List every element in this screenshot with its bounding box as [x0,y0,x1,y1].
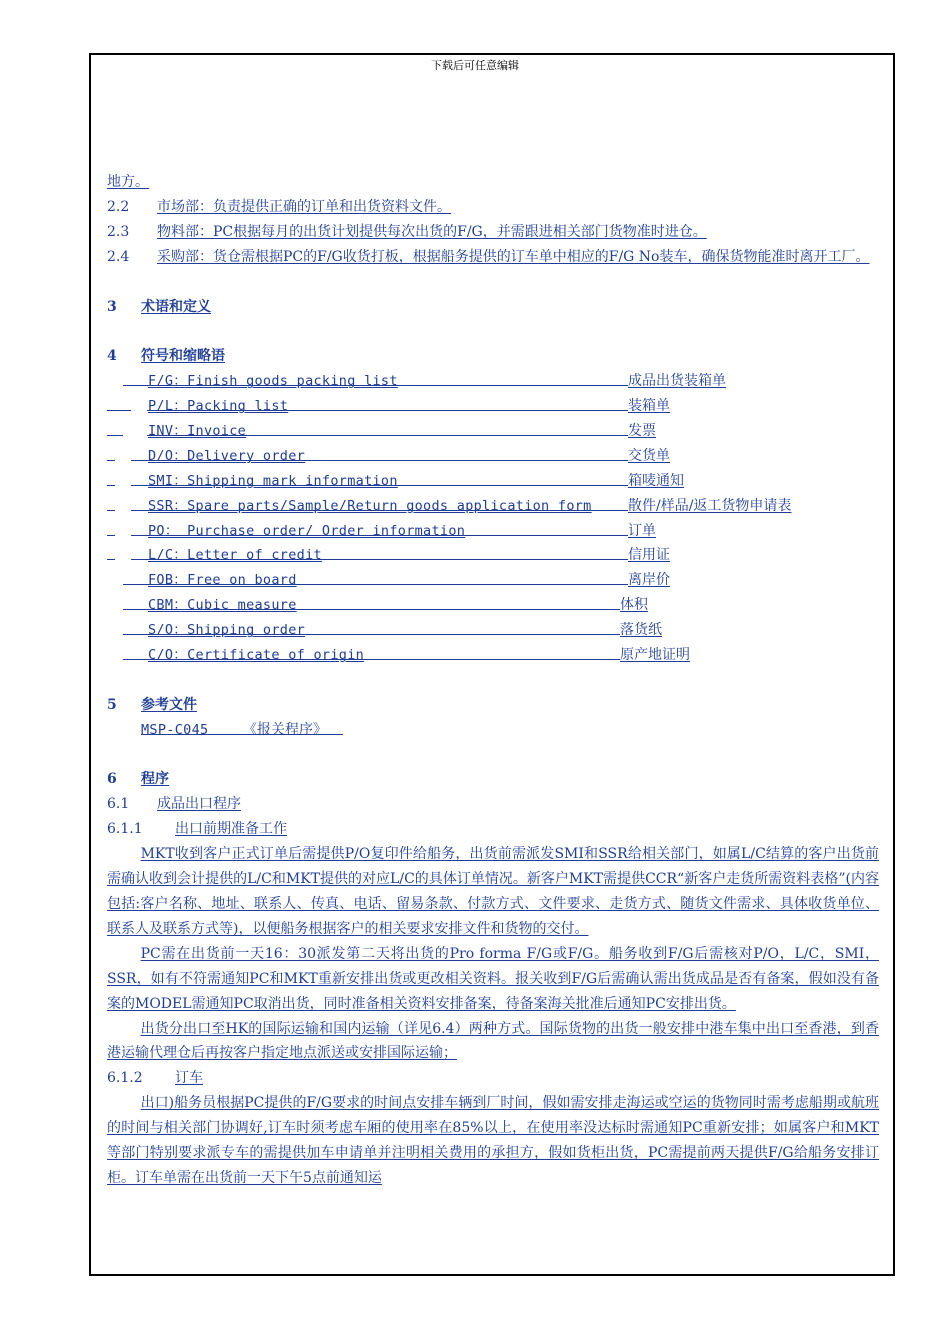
abbreviation-term: FOB：Free on board [148,572,297,589]
abbreviation-row [107,394,879,419]
abbreviation-term: S/O：Shipping order [148,622,306,639]
abbreviation-meaning: 信用证 [628,547,670,564]
abbreviation-meaning: 体积 [620,597,648,614]
abbreviation-term: PO： Purchase order/ Order information [148,522,466,539]
abbreviation-meaning: 装箱单 [628,398,670,415]
section-5-heading [107,693,879,718]
section-2-4 [107,245,879,270]
abbreviation-row [107,593,879,618]
abbreviation-meaning: 离岸价 [628,572,670,589]
abbreviation-term: D/O：Delivery order [148,447,306,464]
section-5-number: 5 [107,696,117,713]
section-2-4-text: 采购部：货仓需根据PC的F/G收货打板，根据船务提供的订车单中相应的F/G No装车，确保货物能准时离开工厂。 [157,248,870,265]
section-2-2 [107,195,879,220]
reference-document [107,718,879,743]
paragraph-export-preparation: MKT收到客户正式订单后需提供P/O复印件给船务，出货前需派发SMI和SSR给相关部门，如属L/C结算的客户出货前需确认收到会计提供的L/C和MKT提供的对应L/C的具体订单情况。新客户MKT需提供CCR“新客户走货所需资料表格”(内容包括:客户名称、地址、联系人、传真、电话、留易条款、付款方式、文件要求、走货方式、随货文件需求、具体收货单位、联系人及联系方式等)，以便船务根据客户的相关要求安排文件和货物的交付。 [107,846,879,937]
abbreviation-row [107,568,879,593]
paragraph-pc-dispatch: PC需在出货前一天16：30派发第二天将出货的Pro forma F/G或F/G。船务收到F/G后需核对P/O，L/C，SMI，SSR，如有不符需通知PC和MKT重新安排出货或更改相关资料。报关收到F/G后需确认需出货成品是否有备案，假如没有备案的MODEL需通知PC取消出货，同时准备相关资料安排备案，待备案海关批准后通知PC安排出货。 [107,945,879,1012]
abbreviation-row [107,369,879,394]
section-6-1-1-title: 出口前期准备工作 [175,821,287,838]
abbreviation-term: F/G：Finish goods packing list [148,373,398,390]
abbreviation-term: L/C：Letter of credit [148,547,322,564]
abbreviation-row [107,618,879,643]
abbreviation-meaning: 落货纸 [620,622,662,639]
paragraph-shipment-types: 出货分出口至HK的国际运输和国内运输（详见6.4）两种方式。国际货物的出货一般安排中港车集中出口至香港，到香港运输代理仓后再按客户指定地点派送或安排国际运输； [107,1020,879,1062]
document-body [107,170,879,1191]
abbreviation-row [107,543,879,568]
section-4-number: 4 [107,348,117,365]
abbreviation-row [107,444,879,469]
abbreviation-row [107,643,879,668]
section-2-4-number: 2.4 [107,248,130,265]
abbreviation-term: P/L：Packing list [148,398,289,415]
section-6-1-1-number: 6.1.1 [107,821,143,838]
section-6-1-2 [107,1066,879,1091]
section-6-number: 6 [107,771,117,788]
abbreviation-meaning: 箱唛通知 [628,472,684,489]
section-2-3 [107,220,879,245]
paragraph-vehicle-booking: 出口)船务员根据PC提供的F/G要求的时间点安排车辆到厂时间，假如需安排走海运或空运的货物同时需考虑船期或航班的时间与相关部门协调好,订车时须考虑车厢的使用率在85%以上，在使用率没达标时需通知PC重新安排；如属客户和MKT等部门特别要求派专车的需提供加车申请单并注明相关费用的承担方，假如货柜出货，PC需提前两天提供F/G给船务安排订柜。订车单需在出货前一天下午5点前通知运 [107,1095,879,1186]
reference-doc-name: 《报关程序》 [243,721,327,738]
section-6-1-number: 6.1 [107,796,130,813]
section-6-1-2-number: 6.1.2 [107,1070,143,1087]
abbreviation-meaning: 订单 [628,522,656,539]
section-2-2-number: 2.2 [107,198,130,215]
abbreviation-list [107,369,879,668]
section-3-heading [107,295,879,320]
abbreviation-row [107,469,879,494]
section-2-3-number: 2.3 [107,223,130,240]
section-6-1-1 [107,817,879,842]
abbreviation-term: C/O：Certificate of origin [148,647,365,664]
section-6-heading [107,767,879,792]
abbreviation-term: SMI：Shipping mark information [148,472,398,489]
section-6-1-title: 成品出口程序 [157,796,241,813]
abbreviation-term: SSR：Spare parts/Sample/Return goods application form [148,497,592,514]
abbreviation-row [107,519,879,544]
abbreviation-meaning: 散件/样品/返工货物申请表 [628,497,792,514]
section-3-number: 3 [107,298,117,315]
section-6-title: 程序 [141,771,169,788]
section-6-1-2-title: 订车 [175,1070,203,1087]
header-note: 下载后可任意编辑 [431,59,519,72]
abbreviation-meaning: 发票 [628,423,656,439]
section-2-3-text: 物料部：PC根据每月的出货计划提供每次出货的F/G，并需跟进相关部门货物准时进仓。 [157,223,707,240]
abbreviation-row [107,494,879,519]
section-4-title: 符号和缩略语 [141,348,225,365]
reference-doc-code: MSP-C045 [141,721,209,738]
abbreviation-row [107,419,879,444]
section-4-heading [107,344,879,369]
abbreviation-term: CBM：Cubic measure [148,597,297,614]
abbreviation-meaning: 成品出货装箱单 [628,373,726,390]
abbreviation-meaning: 原产地证明 [620,647,690,664]
section-2-2-text: 市场部：负责提供正确的订单和出货资料文件。 [157,198,451,215]
section-6-1 [107,792,879,817]
section-5-title: 参考文件 [141,696,197,713]
abbreviation-term: INV：Invoice [148,423,247,439]
section2-continuation: 地方。 [107,174,149,190]
section-3-title: 术语和定义 [141,298,211,315]
abbreviation-meaning: 交货单 [628,447,670,464]
